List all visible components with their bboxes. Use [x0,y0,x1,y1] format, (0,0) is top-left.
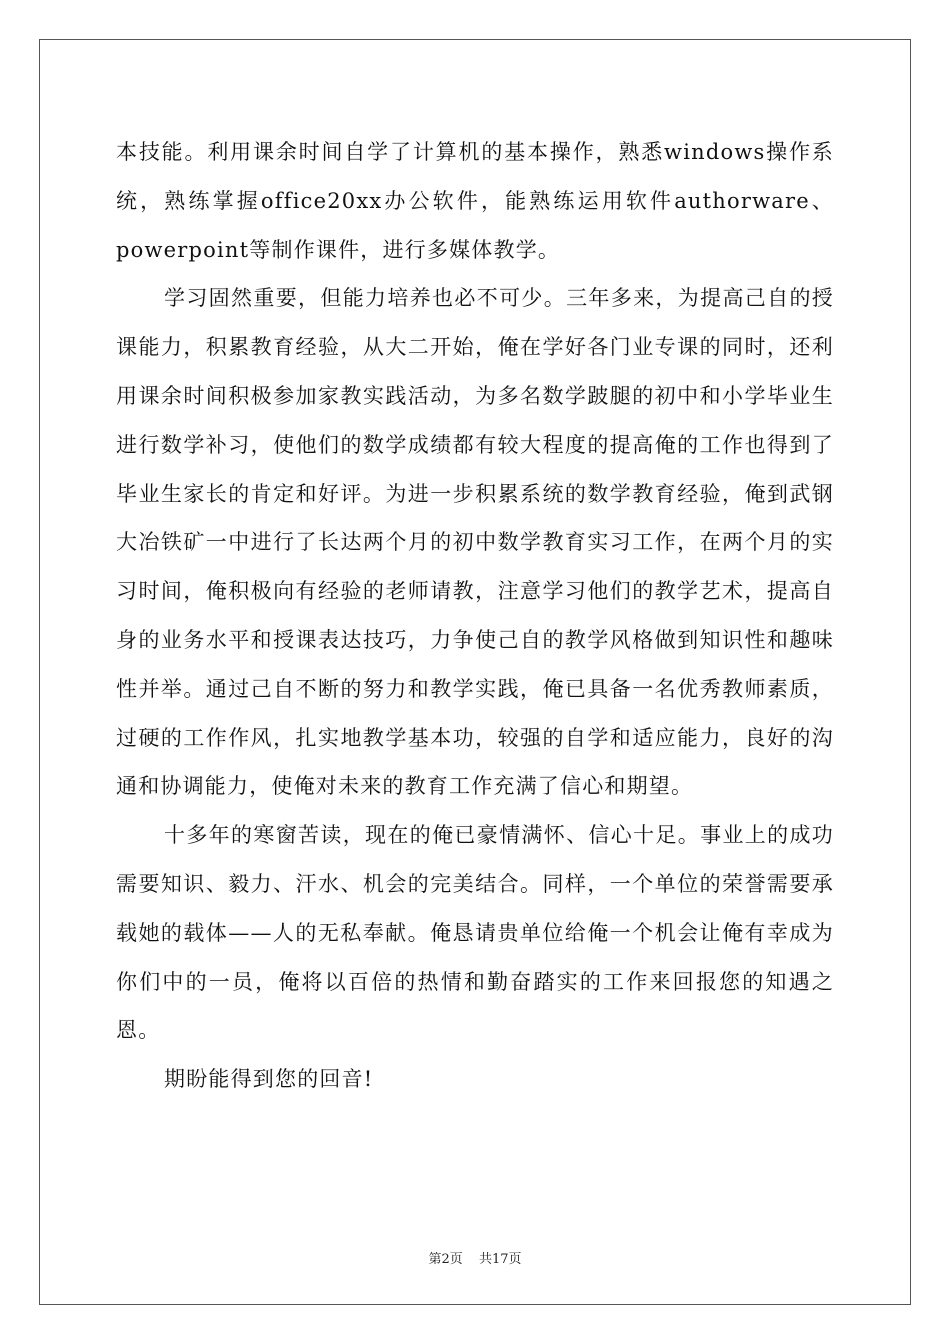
paragraph-3: 十多年的寒窗苦读，现在的俺已豪情满怀、信心十足。事业上的成功需要知识、毅力、汗水、机会的完美结合。同样，一个单位的荣誉需要承载她的载体——人的无私奉献。俺恳请贵单位给俺一个机会让俺有幸成为你们中的一员，俺将以百倍的热情和勤奋踏实的工作来回报您的知遇之恩。 [116,823,834,1043]
paragraph-4: 期盼能得到您的回音! [164,1067,374,1092]
page-number: 第2页 [428,1252,463,1267]
document-body [116,128,834,1104]
paragraph-2: 学习固然重要，但能力培养也必不可少。三年多来，为提高己自的授课能力，积累教育经验，从大二开始，俺在学好各门业专课的同时，还利用课余时间积极参加家教实践活动，为多名数学跛腿的初中和小学毕业生进行数学补习，使他们的数学成绩都有较大程度的提高俺的工作也得到了毕业生家长的肯定和好评。为进一步积累系统的数学教育经验，俺到武钢大冶铁矿一中进行了长达两个月的初中数学教育实习工作，在两个月的实习时间，俺积极向有经验的老师请教，注意学习他们的教学艺术，提高自身的业务水平和授课表达技巧，力争使己自的教学风格做到知识性和趣味性并举。通过己自不断的努力和教学实践，俺已具备一名优秀教师素质，过硬的工作作风，扎实地教学基本功，较强的自学和适应能力，良好的沟通和协调能力，使俺对未来的教育工作充满了信心和期望。 [116,286,834,799]
page-total: 共17页 [478,1252,522,1267]
page-footer [0,1248,950,1267]
paragraph-1: 本技能。利用课余时间自学了计算机的基本操作，熟悉windows操作系统，熟练掌握office20xx办公软件，能熟练运用软件authorware、powerpoint等制作课件，进行多媒体教学。 [116,140,834,262]
